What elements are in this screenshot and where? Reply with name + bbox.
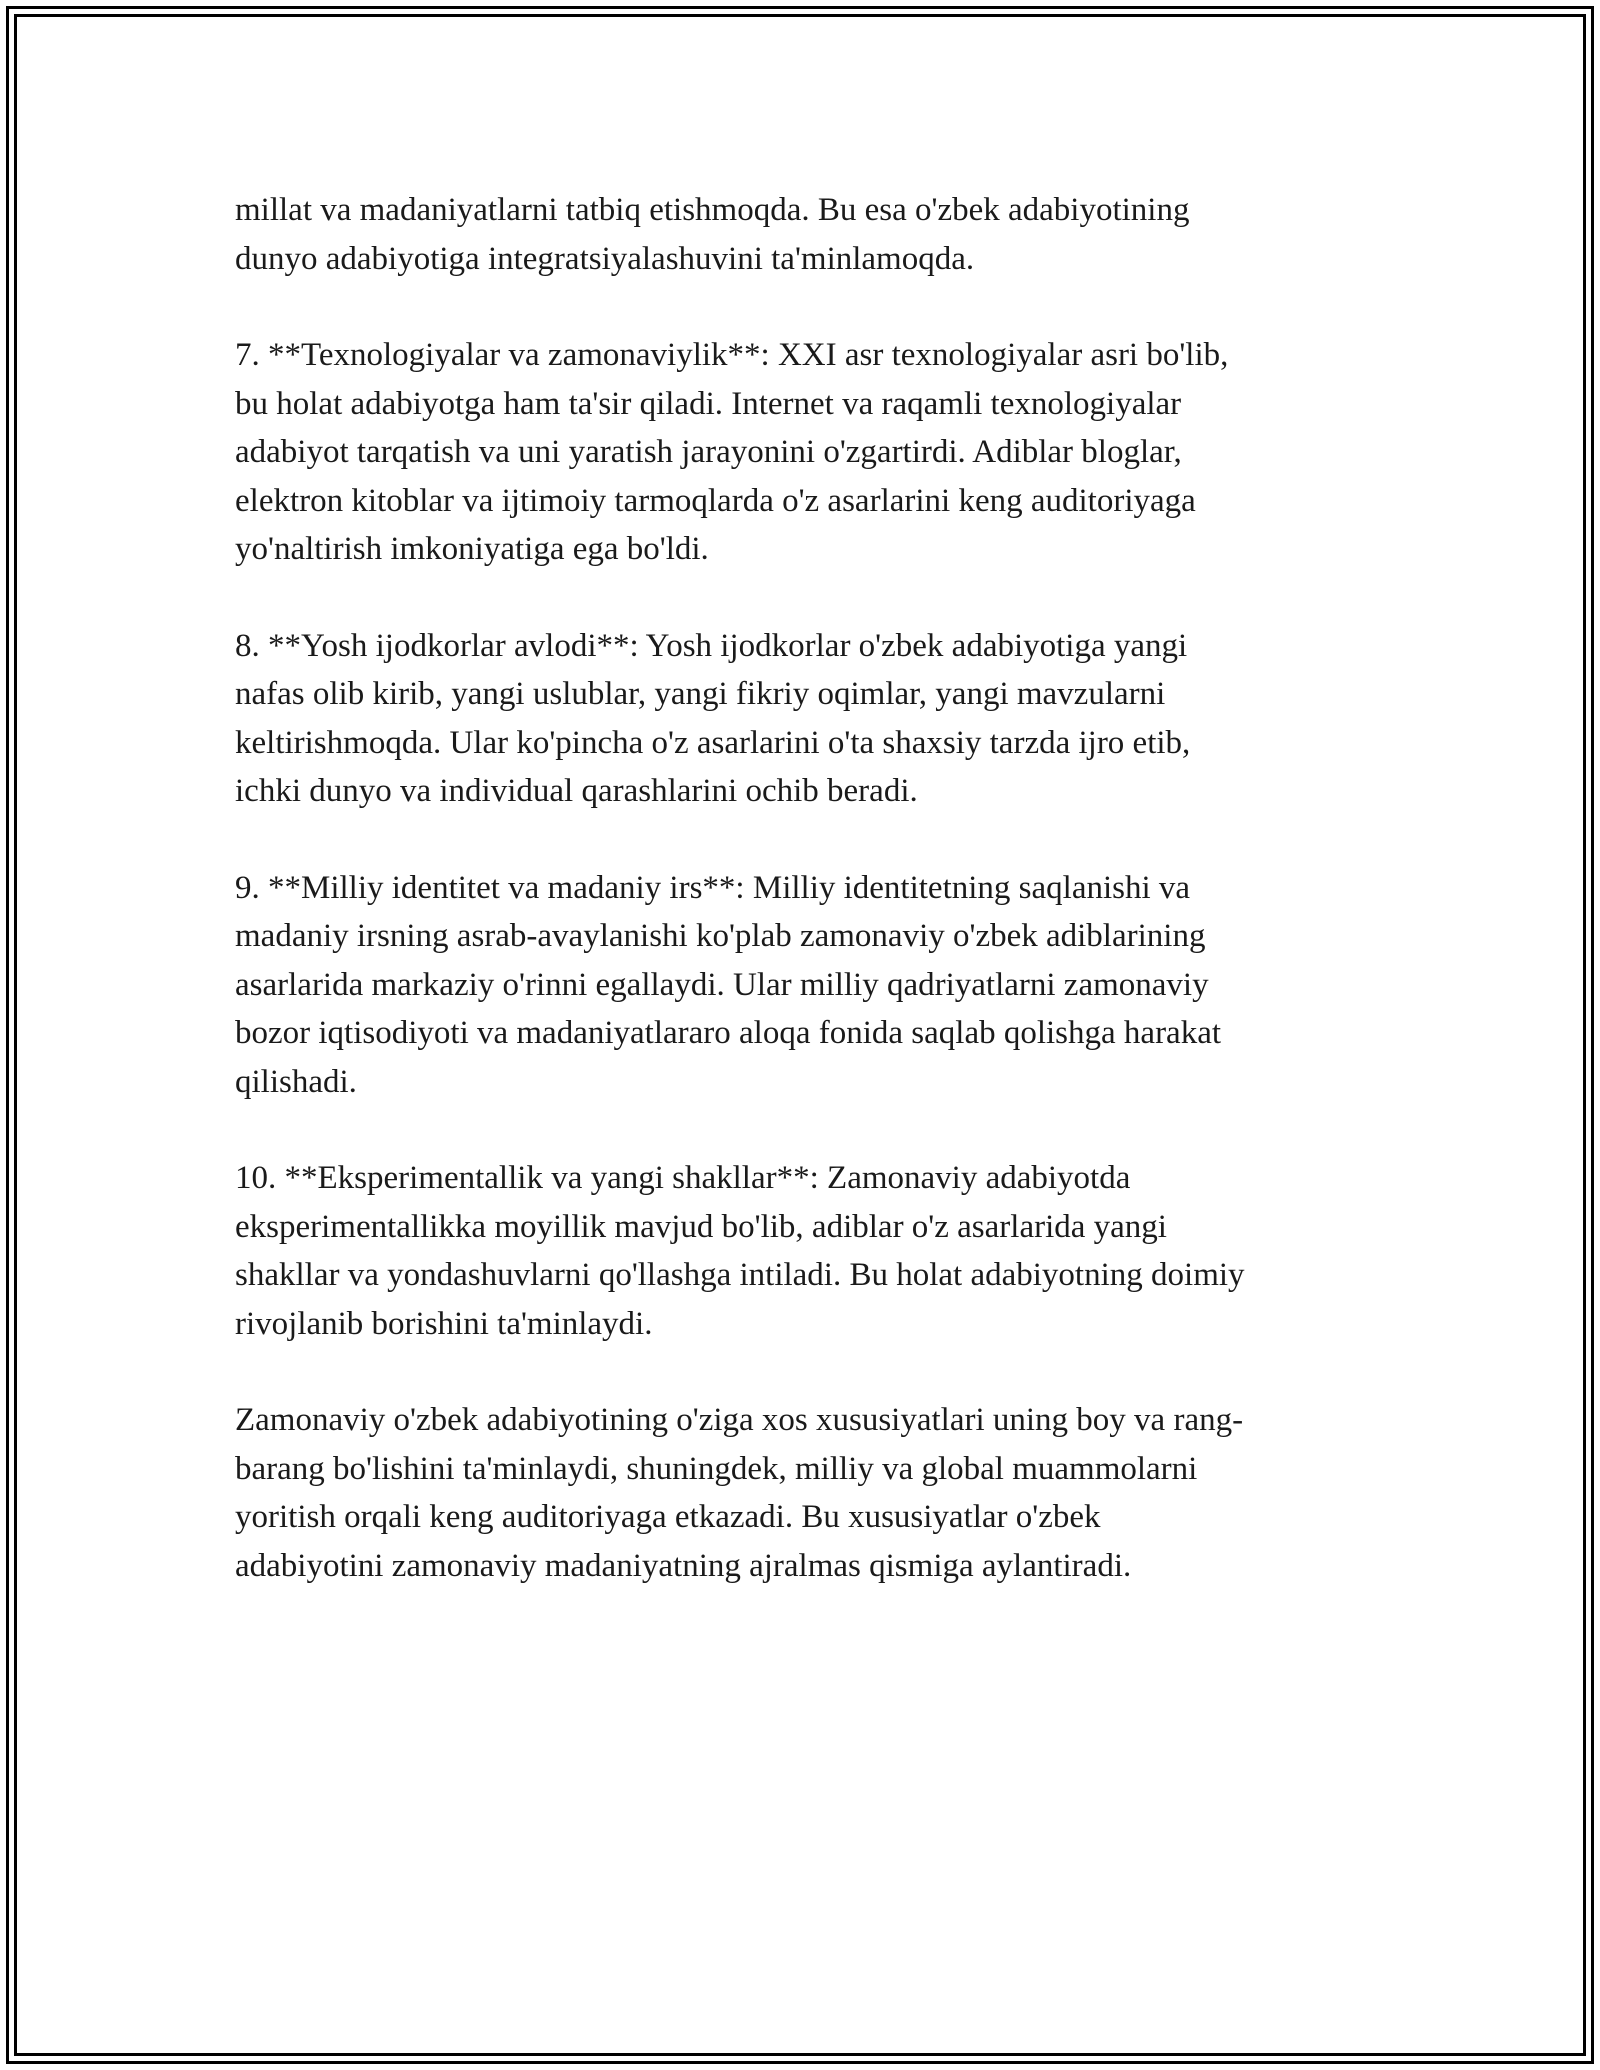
paragraph-item-9: 9. **Milliy identitet va madaniy irs**: Milliy identitetning saqlanishi va madaniy irsning asrab-avaylanishi ko'plab zamonaviy o'zbek adiblarining asarlarida markaziy o'rinni egallaydi. Ular milliy qadriyatlarni zamonaviy bozor iqtisodiyoti va madaniyatlararo aloqa fonida saqlab qolishga harakat qilishadi. <box>235 869 1222 1100</box>
paragraph-item-10: 10. **Eksperimentallik va yangi shakllar**: Zamonaviy adabiyotda eksperimentallikka moyillik mavjud bo'lib, adiblar o'z asarlarida yangi shakllar va yondashuvlarni qo'llashga intiladi. Bu holat adabiyotning doimiy rivojlanib borishini ta'minlaydi. <box>235 1160 1245 1342</box>
paragraph-intro-continuation: millat va madaniyatlarni tatbiq etishmoqda. Bu esa o'zbek adabiyotining dunyo adabiyotiga integratsiyalashuvini ta'minlamoqda. <box>235 192 1190 277</box>
document-body <box>235 186 1365 1638</box>
paragraph-conclusion: Zamonaviy o'zbek adabiyotining o'ziga xos xususiyatlari uning boy va rang- barang bo'lishini ta'minlaydi, shuningdek, milliy va global muammolarni yoritish orqali keng auditoriyaga etkazadi. Bu xususiyatlar o'zbek adabiyotini zamonaviy madaniyatning ajralmas qismiga aylantiradi. <box>235 1402 1244 1584</box>
paragraph-item-7: 7. **Texnologiyalar va zamonaviylik**: XXI asr texnologiyalar asri bo'lib, bu holat adabiyotga ham ta'sir qiladi. Internet va raqamli texnologiyalar adabiyot tarqatish va uni yaratish jarayonini o'zgartirdi. Adiblar bloglar, elektron kitoblar va ijtimoiy tarmoqlarda o'z asarlarini keng auditoriyaga yo'naltirish imkoniyatiga ega bo'ldi. <box>235 337 1229 567</box>
paragraph-item-8: 8. **Yosh ijodkorlar avlodi**: Yosh ijodkorlar o'zbek adabiyotiga yangi nafas olib kirib, yangi uslublar, yangi fikriy oqimlar, yangi mavzularni keltirishmoqda. Ular ko'pincha o'z asarlarini o'ta shaxsiy tarzda ijro etib, ichki dunyo va individual qarashlarini ochib beradi. <box>235 627 1191 809</box>
